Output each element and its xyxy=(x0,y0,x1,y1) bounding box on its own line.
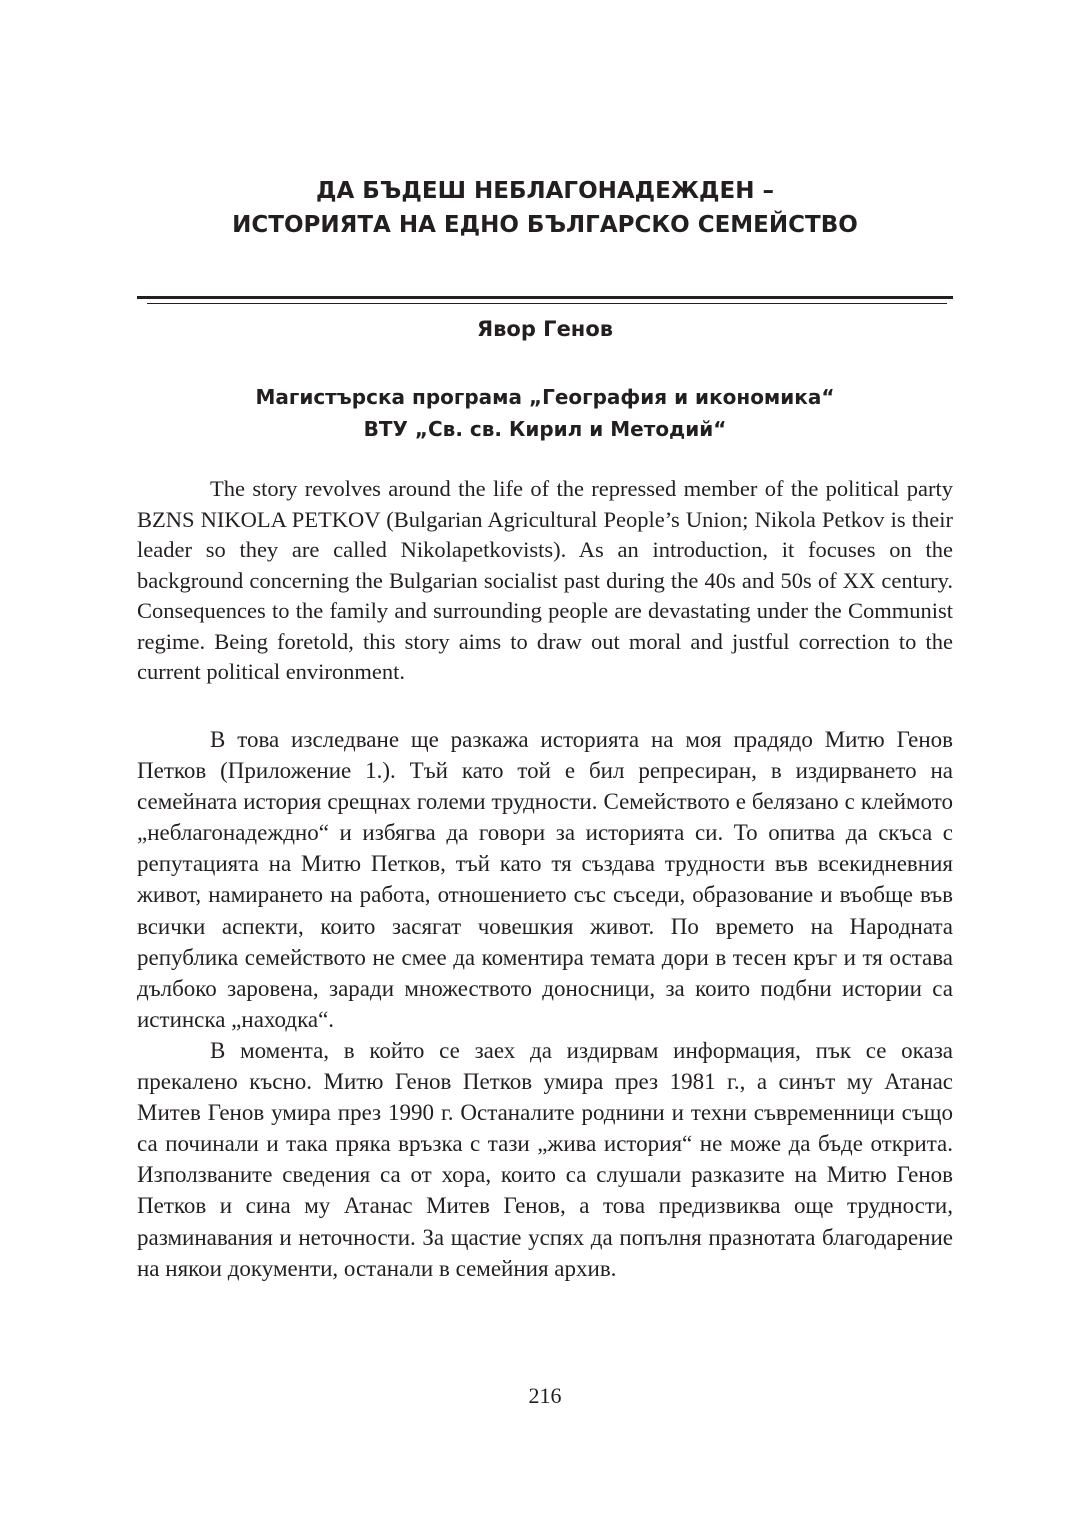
affiliation-program: Магистърска програма „География и икономика“ xyxy=(255,385,835,409)
body-paragraph-2: В момента, в който се заех да издирвам информация, пък се оказа прекалено късно. Митю Генов Петков умира през 1981 г., а синът му Атанас Митев Генов умира през 1990 г. Останалите роднини и техни съвременници също са починали и така пряка връзка с тази „жива история“ не може да бъде открита. Използваните сведения са от хора, които са слушали разказите на Митю Генов Петков и сина му Атанас Митев Генов, а това предизвиква още трудности, разминавания и неточности. За щастие успях да попълня празнотата благодарение на някои документи, останали в семейния архив. xyxy=(137,1037,953,1281)
article-title xyxy=(137,174,953,242)
author-name: Явор Генов xyxy=(476,317,614,341)
article-title-line-2: ИСТОРИЯТА НА ЕДНО БЪЛГАРСКО СЕМЕЙСТВО xyxy=(232,212,858,238)
affiliation-university: ВТУ „Св. св. Кирил и Методий“ xyxy=(363,417,727,441)
body-paragraph-1: В това изследване ще разкажа историята на моя прадядо Митю Генов Петков (Приложение 1.). Тъй като той е бил репресиран, в издирването на семейната история срещнах големи трудности. Семейството е белязано с клеймото „неблагонадеждно“ и избягва да говори за историята си. То опитва да скъса с репутацията на Митю Петков, тъй като тя създава трудности във всекидневния живот, намирането на работа, отношението със съседи, образование и въобще във всички аспекти, които засягат човешкия живот. По времето на Народната република семейството не смее да коментира темата дори в тесен кръг и тя остава дълбоко заровена, заради множеството доносници, за които подбни истории са истинска „находка“. xyxy=(137,727,953,1032)
article-title-line-1: ДА БЪДЕШ НЕБЛАГОНАДЕЖДЕН – xyxy=(315,178,774,204)
author-affiliation xyxy=(137,381,953,445)
page-number: 216 xyxy=(528,1383,562,1408)
abstract: The story revolves around the life of the repressed member of the political party BZNS NIKOLA PETKOV (Bulgarian Agricultural People’s Union; Nikola Petkov is their leader so they are called Nikolapetkovists). As an introduction, it focuses on the background concerning the Bulgarian socialist past during the 40s and 50s of XX century. Consequences to the family and surrounding people are devastating under the Communist regime. Being foretold, this story aims to draw out moral and justful correction to the current political environment. xyxy=(137,476,953,684)
title-divider-thin xyxy=(147,303,947,304)
article-body xyxy=(137,724,953,1284)
title-divider-thick xyxy=(137,296,953,299)
